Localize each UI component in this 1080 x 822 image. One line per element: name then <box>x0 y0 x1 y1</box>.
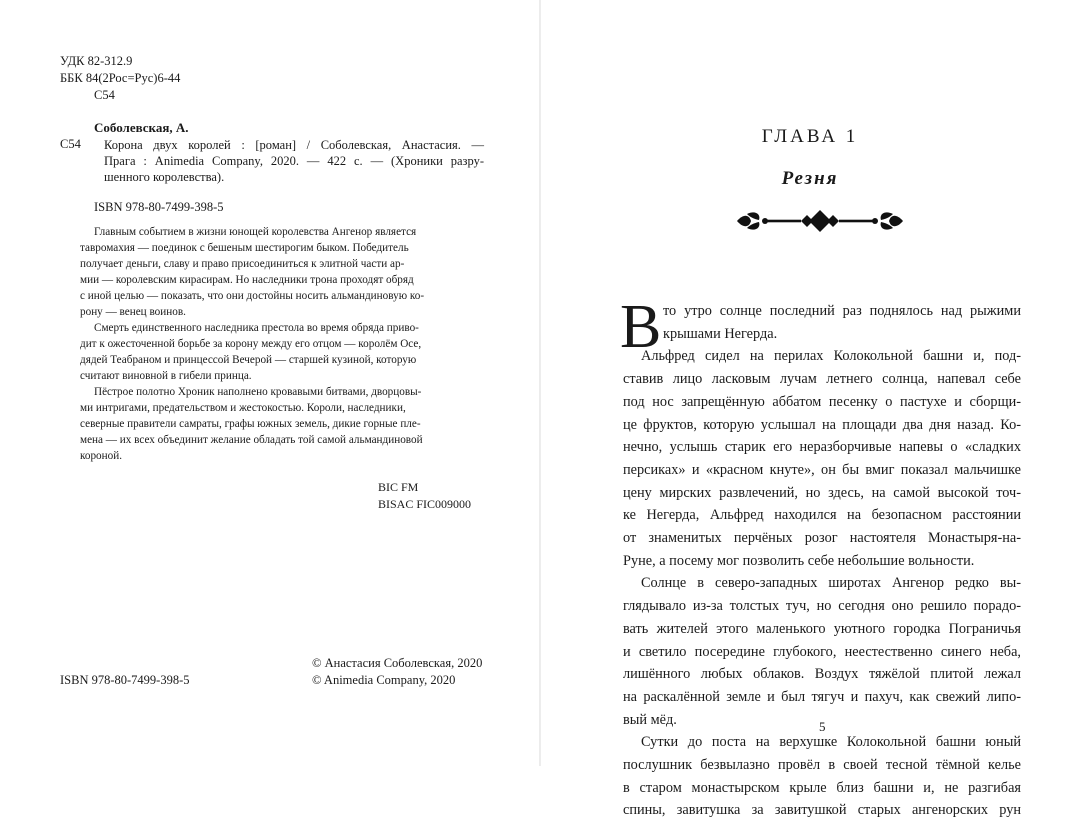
body-line: ке Негерда, Альфред находился на безопасном расстоянии <box>623 507 1021 524</box>
body-line: Руне, а посему мог позволить себе небольшие вольности. <box>623 552 975 569</box>
vine-ornament-icon <box>735 208 905 234</box>
bbk-code: ББК 84(2Рос=Рус)6-44 <box>60 71 181 85</box>
body-line: вый мёд. <box>623 711 677 728</box>
author-name: Соболевская, А. <box>94 120 189 135</box>
annotation-line: дит к ожесточенной борьбе за корону между его отцом — королём Осе, <box>80 338 422 350</box>
annotation-paragraph-1 <box>80 224 484 320</box>
isbn-top: ISBN 978-80-7499-398-5 <box>94 200 224 214</box>
body-line: под нос запрещённую аббатом песенку о пастухе и сборщи- <box>623 393 1021 410</box>
body-line: послушник безвылазно провёл в своей тесной тёмной келье <box>623 757 1021 774</box>
isbn-bottom: ISBN 978-80-7499-398-5 <box>60 673 190 687</box>
body-line: глядывало из-за толстых туч, но сегодня оно решило порадо- <box>623 598 1021 615</box>
biblio-line: Корона двух королей : [роман] / Соболевская, Анастасия. — <box>104 138 484 152</box>
body-line: ставив лицо ласковым лучам летнего солнца, напевал себе <box>623 371 1021 388</box>
bibliographic-description <box>104 137 484 185</box>
chapter-body <box>623 300 1021 822</box>
body-line: от знаменитых перчёных розог настоятеля Монастыря-на- <box>623 530 1021 547</box>
udk-code: УДК 82-312.9 <box>60 54 133 68</box>
annotation-line: северные правители самраты, графы южных земель, дикие горные пле- <box>80 418 421 430</box>
annotation-line: считают виновной в гибели принца. <box>80 370 252 382</box>
chapter-label: ГЛАВА 1 <box>761 126 859 147</box>
annotation-line: Смерть единственного наследника престола во время обряда приво- <box>94 322 419 334</box>
drop-cap: В <box>620 293 662 361</box>
annotation-line: мии — королевским кирасирам. Но наследники трона проходят обряд <box>80 274 414 286</box>
body-line: цену мирских развлечений, но здесь, на самой высокой точ- <box>623 484 1021 501</box>
annotation-line: ми интригами, предательством и жестокостью. Короли, наследники, <box>80 402 406 414</box>
body-line: крышами Негерда. <box>663 325 778 342</box>
copyright-author: © Анастасия Соболевская, 2020 <box>312 656 483 670</box>
body-line: нечно, услышь старик его неразборчивые напевы о «сладких <box>623 439 1021 456</box>
biblio-line: Прага : Animedia Company, 2020. — 422 с. — (Хроники разру- <box>104 154 484 168</box>
annotation-paragraph-2 <box>80 320 484 384</box>
annotation-line: мена — их всех объединит желание обладать той самой альмандиновой <box>80 434 423 446</box>
annotation-line: Пёстрое полотно Хроник наполнено кровавыми битвами, дворцовы- <box>94 386 422 398</box>
body-line: на раскалённой земле и был тягуч и пахуч, как свежий липо- <box>623 688 1021 705</box>
chapter-title: Резня <box>781 168 839 189</box>
body-line: лишённого любых облаков. Воздух тяжёлой плитой лежал <box>623 666 1021 683</box>
body-line: Альфред сидел на перилах Колокольной башни и, под- <box>641 348 1021 365</box>
annotation-paragraph-3 <box>80 384 484 464</box>
body-line: Сутки до поста на верхушке Колокольной башни юный <box>641 734 1021 751</box>
body-line: вать жителей этого маленького уютного городка Пограничья <box>623 620 1021 637</box>
annotation-line: рону — венец воинов. <box>80 306 186 318</box>
body-line: це фруктов, которую услышал на площади два дня назад. Ко- <box>623 416 1021 433</box>
biblio-line: шенного королевства). <box>104 170 225 184</box>
bisac-code: BISAC FIC009000 <box>378 497 472 511</box>
page-number: 5 <box>819 719 826 734</box>
biblio-mark: С54 <box>60 137 81 151</box>
body-line: Солнце в северо-западных широтах Ангенор редко вы- <box>641 575 1021 592</box>
copyright-publisher: © Animedia Company, 2020 <box>312 673 456 687</box>
chapter-page <box>540 0 1080 819</box>
copyright-page <box>0 0 540 766</box>
body-line: и светило посередине глубокого, неестественно синего неба, <box>623 643 1021 660</box>
body-line: персиках» и «красном кнуте», он бы вмиг показал мальчишке <box>623 461 1021 478</box>
annotation-line: дядей Теабраном и принцессой Вечерой — старшей кузиной, которую <box>80 354 417 366</box>
author-mark: С54 <box>94 88 115 102</box>
annotation-line: тавромахия — поединок с бешеным шестирогим быком. Победитель <box>80 242 409 254</box>
bic-code: BIC FM <box>378 480 419 494</box>
annotation-line: Главным событием в жизни юнощей королевства Ангенор является <box>94 226 417 238</box>
body-line: спины, завитушка за завитушкой старых ангенорских рун <box>623 802 1021 819</box>
annotation-line: получает деньги, славу и право присоединиться к элитной части ар- <box>80 258 405 270</box>
body-line: то утро солнце последний раз поднялось над рыжими <box>663 303 1021 319</box>
body-line: в старом монастырском крыле близ башни и, не разгибая <box>623 779 1021 796</box>
annotation-line: короной. <box>80 450 123 462</box>
annotation-line: с иной целью — показать, что они достойны носить альмандиновую ко- <box>80 290 425 302</box>
